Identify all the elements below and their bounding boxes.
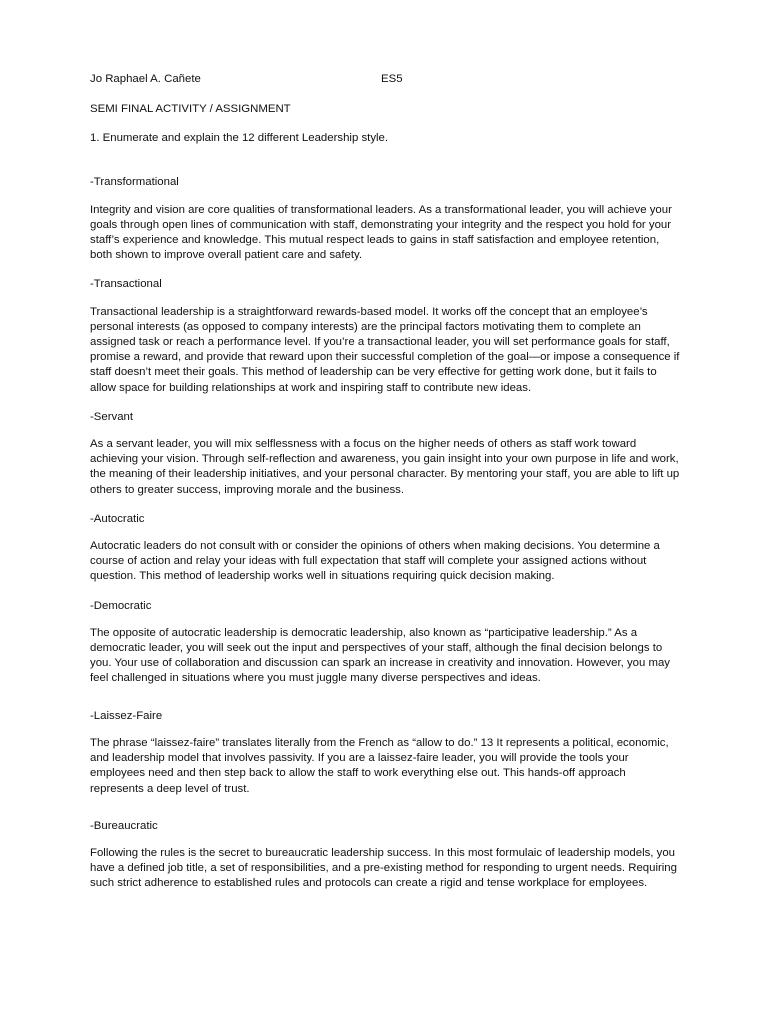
course-code: ES5 <box>381 73 403 85</box>
document-header <box>90 72 682 88</box>
section-heading-transformational: -Transformational <box>90 176 179 189</box>
section-body-transformational: Integrity and vision are core qualities of transformational leaders. As a transformational leader, you will achieve your goals through open lines of communication with staff, demonstrating your integrity and the respect you hold for your staff’s experience and knowledge. This mutual respect leads to gains in staff satisfaction and employee retention, both shown to improve overall patient care and safety. <box>90 203 672 262</box>
question-prompt: 1. Enumerate and explain the 12 different Leadership style. <box>90 132 389 145</box>
author-name: Jo Raphael A. Cañete <box>90 73 201 85</box>
section-heading-autocratic: -Autocratic <box>90 512 145 525</box>
section-body-bureaucratic: Following the rules is the secret to bureaucratic leadership success. In this most formulaic of leadership models, you have a defined job title, a set of responsibilities, and a pre-existing method for responding to urgent needs. Requiring such strict adherence to established rules and protocols can create a rigid and tense workplace for employees. <box>90 846 677 890</box>
section-heading-laissez-faire: -Laissez-Faire <box>90 709 163 722</box>
section-heading-servant: -Servant <box>90 410 134 423</box>
section-body-transactional: Transactional leadership is a straightforward rewards-based model. It works off the concept that an employee’s personal interests (as opposed to company interests) are the principal factors motivating them to complete an assigned task or reach a performance level. If you’re a transactional leader, you will set performance goals for staff, promise a reward, and provide that reward upon their successful completion of the goal—or impose a consequence if staff doesn’t meet their goals. This method of leadership can be very effective for getting work done, but it fails to allow space for building relationships at work and inspiring staff to contribute new ideas. <box>90 305 680 394</box>
section-body-democratic: The opposite of autocratic leadership is democratic leadership, also known as “participative leadership.” As a democratic leader, you will seek out the input and perspectives of your staff, although the final decision belongs to you. Your use of collaboration and discussion can spark an increase in creativity and innovation. However, you may feel challenged in situations where you must juggle many diverse perspectives and ideas. <box>90 626 670 685</box>
section-body-laissez-faire: The phrase “laissez-faire” translates literally from the French as “allow to do.” 13 It represents a political, economic, and leadership model that involves passivity. If you are a laissez-faire leader, you will provide the tools your employees need and then step back to allow the staff to work everything else out. This hands-off approach represents a deep level of trust. <box>90 736 669 795</box>
section-heading-democratic: -Democratic <box>90 599 152 612</box>
section-heading-bureaucratic: -Bureaucratic <box>90 819 158 832</box>
document-page <box>90 72 682 906</box>
section-body-servant: As a servant leader, you will mix selflessness with a focus on the higher needs of others as staff work toward achieving your vision. Through self-reflection and awareness, you gain insight into your own purpose in life and work, the meaning of their leadership initiatives, and your personal character. By mentoring your staff, you are able to lift up others to greater success, improving morale and the business. <box>90 438 680 496</box>
assignment-title: SEMI FINAL ACTIVITY / ASSIGNMENT <box>90 103 291 115</box>
section-body-autocratic: Autocratic leaders do not consult with or consider the opinions of others when making decisions. You determine a course of action and relay your ideas with full expectation that staff will complete your assigned actions without question. This method of leadership works well in situations requiring quick decision making. <box>90 540 660 583</box>
section-heading-transactional: -Transactional <box>90 278 162 291</box>
